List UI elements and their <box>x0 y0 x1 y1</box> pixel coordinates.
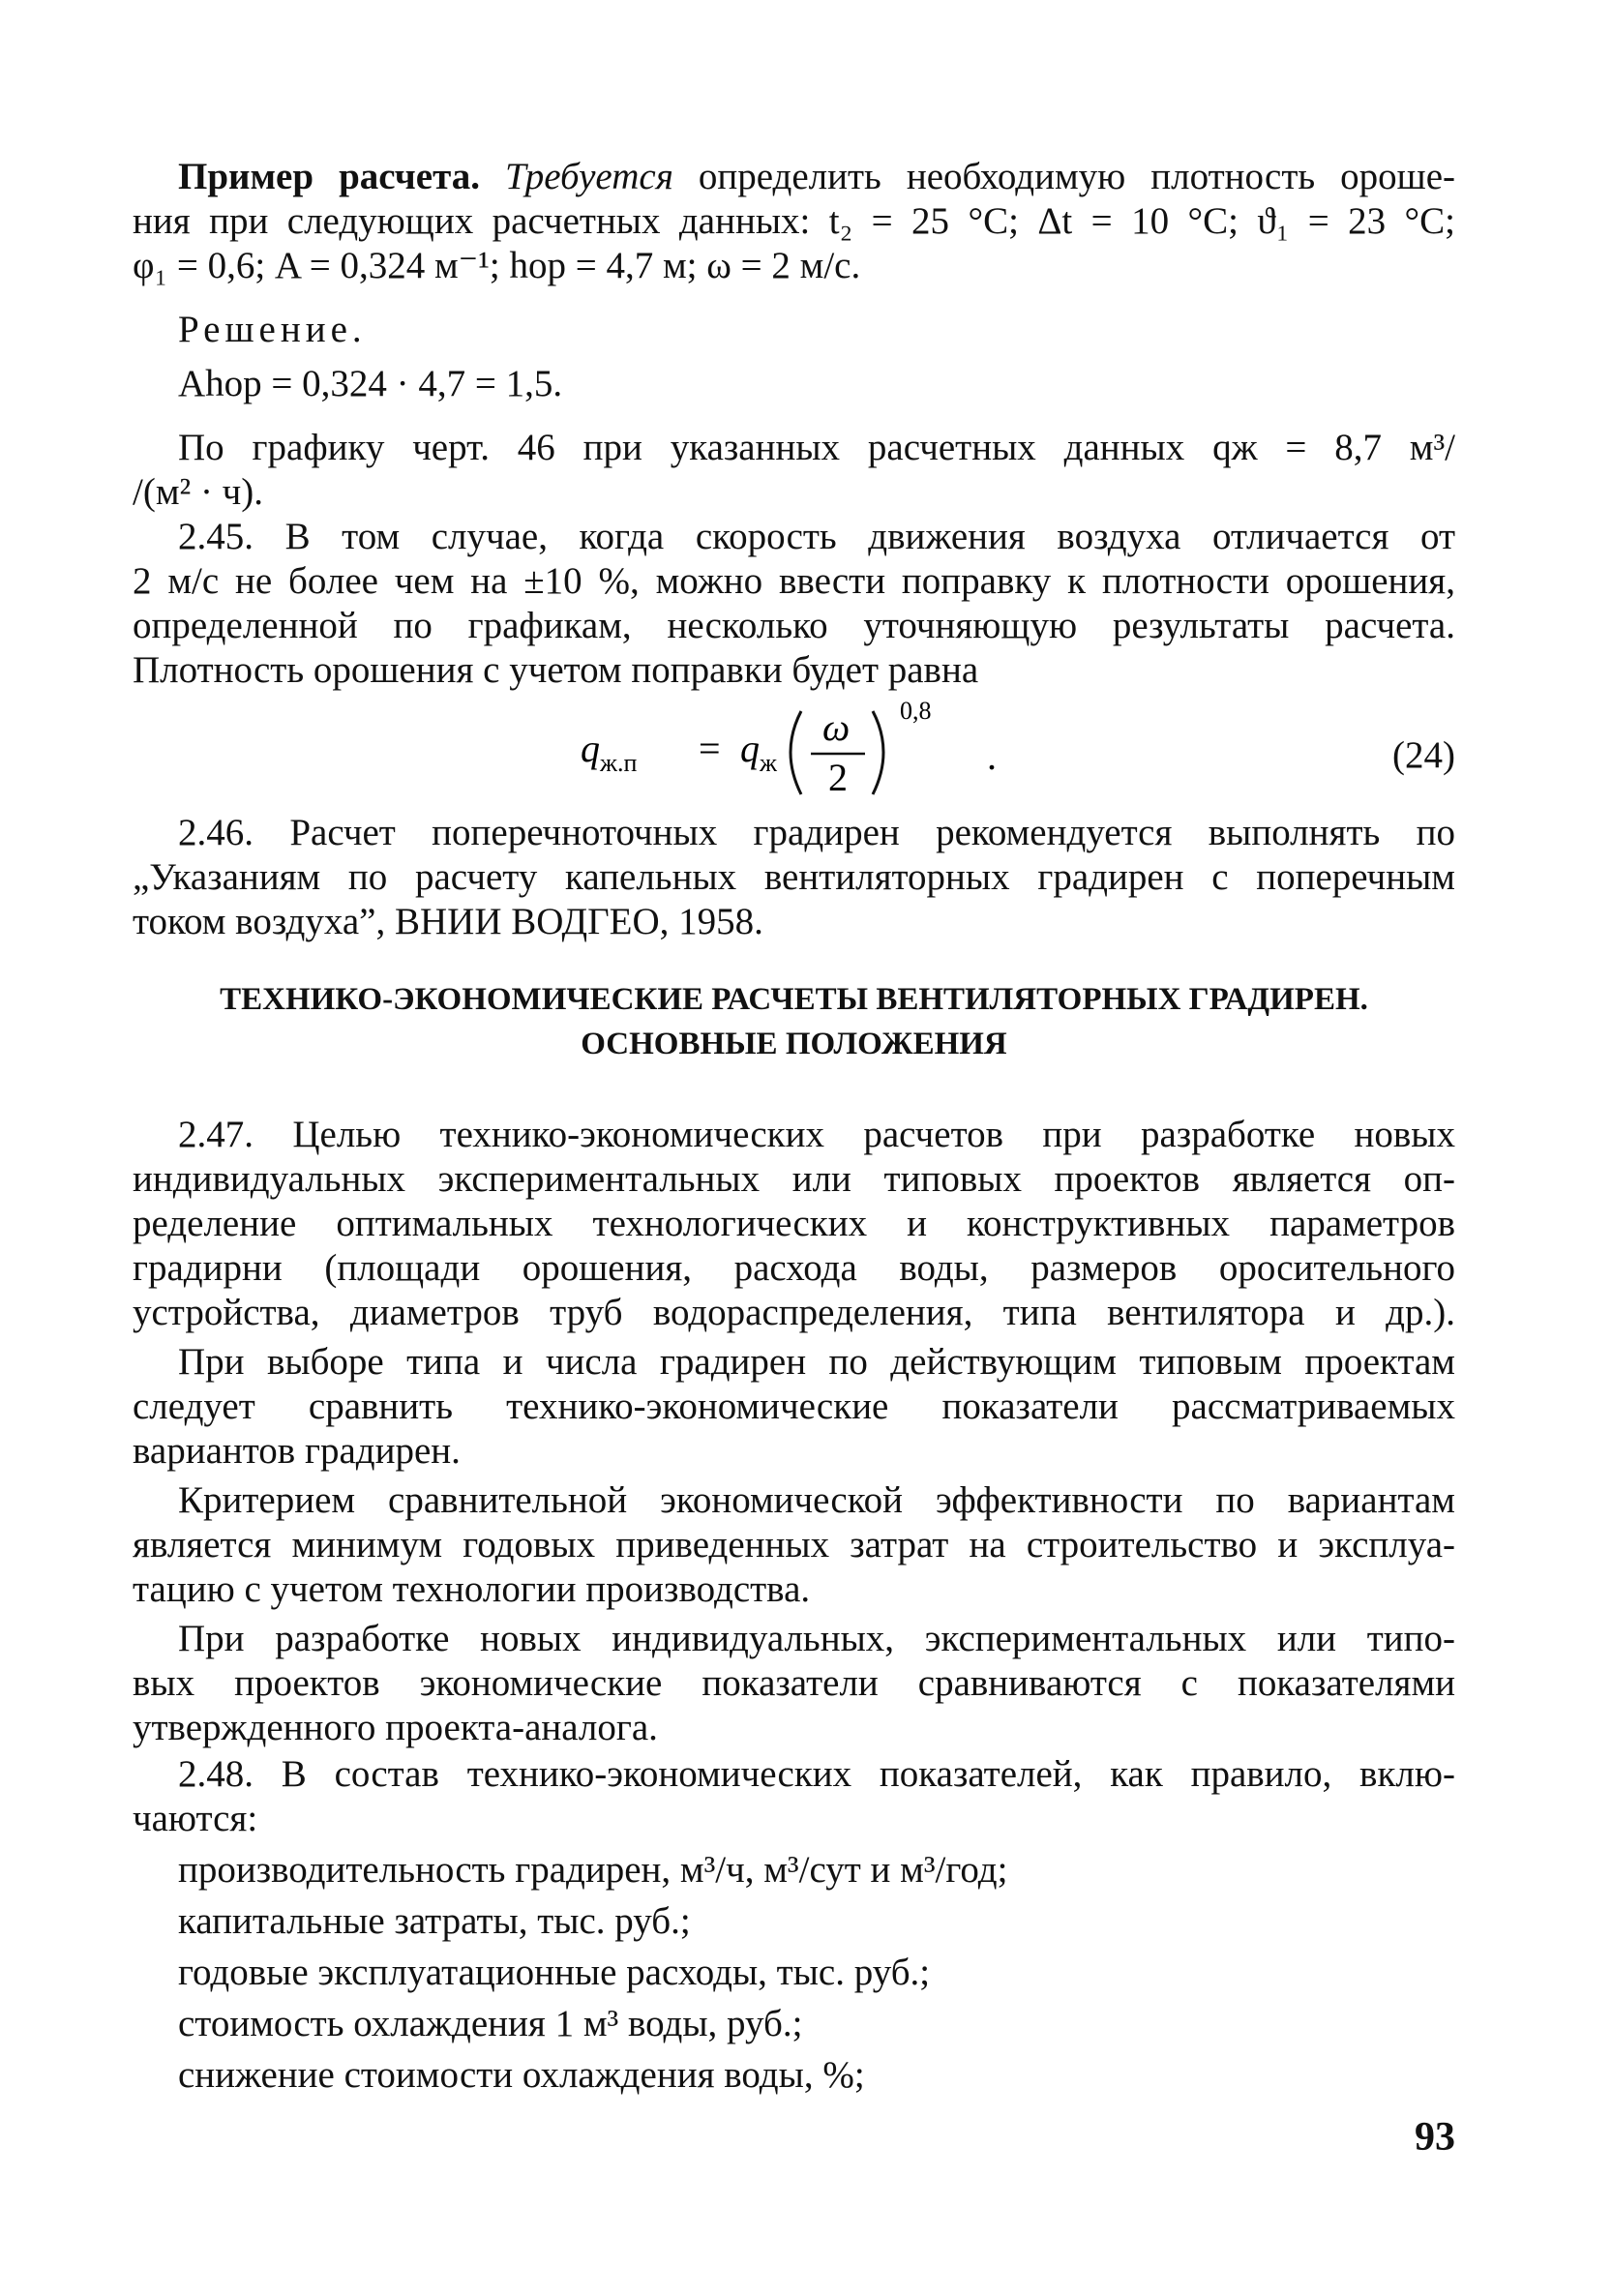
para-choice-line-1: При выборе типа и числа градирен по действующим типовым проектам <box>178 1341 1455 1383</box>
solution-calc: Ahор = 0,324 · 4,7 = 1,5. <box>178 363 563 404</box>
para-248-line-1 <box>178 1752 1455 1797</box>
para-247-line-4: градирни (площади орошения, расхода воды, размеров оросительного <box>133 1247 1455 1289</box>
formula-graphic <box>581 692 1161 808</box>
para-criterion-line-2: является минимум годовых приведенных затрат на строительство и эксплуа- <box>133 1524 1455 1565</box>
para-new-line-2: вых проектов экономические показатели сравниваются с показателями <box>133 1662 1455 1704</box>
formula-exponent: 0,8 <box>900 697 932 725</box>
solution-label: Решение. <box>178 309 367 350</box>
list-item: стоимость охлаждения 1 м³ воды, руб.; <box>178 2003 803 2044</box>
formula-equals: = <box>699 727 721 770</box>
para-criterion-line-1: Критерием сравнительной экономической эффективности по вариантам <box>178 1479 1455 1521</box>
solution-line-1: По графику черт. 46 при указанных расчетных данных qж = 8,7 м³/ <box>178 427 1455 468</box>
para-new-line-3: утвержденного проекта-аналога. <box>133 1707 658 1748</box>
para-choice-line-2: следует сравнить технико-экономические показатели рассматриваемых <box>133 1386 1455 1427</box>
para-criterion-line-3: тацию с учетом технологии производства. <box>133 1568 811 1610</box>
formula-lhs-sub: ж.п <box>600 749 638 777</box>
formula-left-paren <box>791 711 801 794</box>
para-245-line-2: 2 м/с не более чем на ±10 %, можно ввести поправку к плотности орошения, <box>133 560 1455 602</box>
solution-line-2: /(м² · ч). <box>133 471 264 513</box>
example-label: Пример расчета. <box>178 156 480 197</box>
formula-denominator: 2 <box>828 756 848 799</box>
formula-right-paren <box>873 711 883 794</box>
para-248-line-1-text: В состав технико-экономических показателей, как правило, вклю- <box>254 1753 1455 1795</box>
para-246-line-3: током воздуха”, ВНИИ ВОДГЕО, 1958. <box>133 901 763 942</box>
section-heading-line-1: ТЕХНИКО-ЭКОНОМИЧЕСКИЕ РАСЧЕТЫ ВЕНТИЛЯТОРНЫХ ГРАДИРЕН. <box>220 982 1368 1017</box>
formula-dot: . <box>987 734 997 778</box>
example-line-2: ния при следующих расчетных данных: t₂ = 25 °С; Δt = 10 °С; ϑ₁ = 23 °С; <box>133 200 1455 242</box>
formula-lhs-q: q <box>581 727 600 770</box>
example-line-1 <box>178 155 1455 199</box>
para-247-line-3: ределение оптимальных технологических и конструктивных параметров <box>133 1203 1455 1244</box>
list-item: годовые эксплуатационные расходы, тыс. руб.; <box>178 1952 931 1993</box>
para-246-line-1-text: Расчет поперечноточных градирен рекомендуется выполнять по <box>254 812 1455 853</box>
para-247-line-2: индивидуальных экспериментальных или типовых проектов является оп- <box>133 1158 1455 1200</box>
para-choice-line-3: вариантов градирен. <box>133 1430 461 1472</box>
para-new-line-1: При разработке новых индивидуальных, экспериментальных или типо- <box>178 1618 1455 1659</box>
formula-numerator: ω <box>822 705 851 749</box>
para-246-number: 2.46. <box>178 812 254 853</box>
para-247-line-1-text: Целью технико-экономических расчетов при разработке новых <box>254 1114 1455 1155</box>
para-247-line-1 <box>178 1113 1455 1157</box>
para-245-line-4: Плотность орошения с учетом поправки будет равна <box>133 649 979 691</box>
para-248-line-2: чаются: <box>133 1798 258 1839</box>
example-italic-word: Требуется <box>505 156 673 197</box>
example-line-3: φ₁ = 0,6; A = 0,324 м⁻¹; hор = 4,7 м; ω = 2 м/с. <box>133 245 861 286</box>
para-248-number: 2.48. <box>178 1753 254 1795</box>
page-number: 93 <box>1415 2115 1455 2160</box>
para-245-line-1-text: В том случае, когда скорость движения воздуха отличается от <box>254 516 1455 557</box>
formula-rhs-sub: ж <box>760 749 777 777</box>
para-247-line-5: устройства, диаметров труб водораспределения, типа вентилятора и др.). <box>133 1292 1455 1333</box>
para-246-line-2: „Указаниям по расчету капельных вентиляторных градирен с поперечным <box>133 856 1455 898</box>
section-heading-line-2: ОСНОВНЫЕ ПОЛОЖЕНИЯ <box>581 1027 1007 1061</box>
para-245-line-1 <box>178 515 1455 559</box>
example-line-1-text: определить необходимую плотность ороше- <box>672 156 1455 197</box>
list-item: снижение стоимости охлаждения воды, %; <box>178 2054 865 2096</box>
formula-rhs-q: q <box>740 727 760 770</box>
para-247-number: 2.47. <box>178 1114 254 1155</box>
para-245-line-3: определенной по графикам, несколько уточняющую результаты расчета. <box>133 605 1455 646</box>
list-item: капитальные затраты, тыс. руб.; <box>178 1900 691 1942</box>
list-item: производительность градирен, м³/ч, м³/сут и м³/год; <box>178 1849 1008 1891</box>
formula-24 <box>581 692 1451 808</box>
para-245-number: 2.45. <box>178 516 254 557</box>
para-246-line-1 <box>178 811 1455 855</box>
equation-number: (24) <box>1392 734 1455 776</box>
